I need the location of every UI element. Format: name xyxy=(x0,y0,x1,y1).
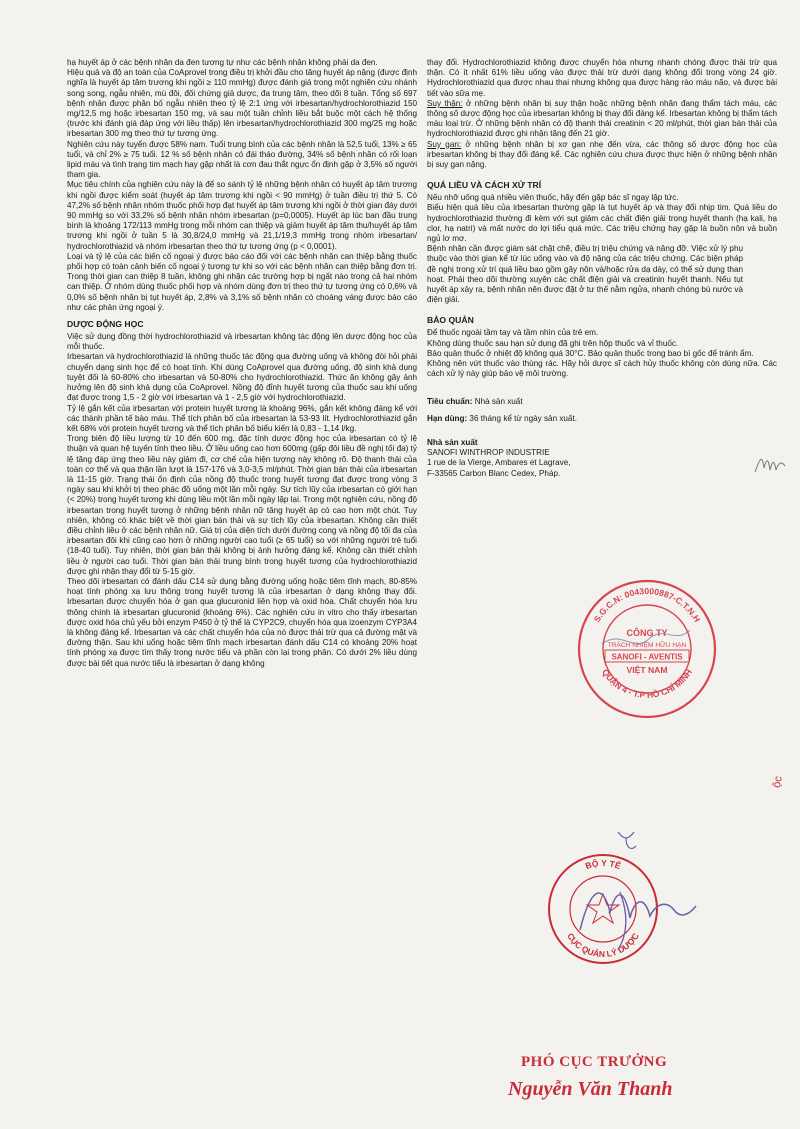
margin-note: ộc xyxy=(770,775,785,789)
paragraph: Không dùng thuốc sau hạn sử dụng đã ghi trên hộp thuốc và vỉ thuốc. xyxy=(427,338,679,348)
left-column xyxy=(67,58,417,669)
seal-line-3: SANOFI - AVENTIS xyxy=(611,652,683,662)
paragraph: thay đổi. Hydrochlorothiazid không được chuyển hóa nhưng nhanh chóng được thải trừ qua thận. Có ít nhất 61% liều uống vào được thải trừ dưới dạng không đổi trong vòng 24 giờ. Hydrochlorothiazid qua được nhau thai nhưng không qua được hàng rào máu não, và được bài tiết vào sữa mẹ. xyxy=(427,58,777,98)
hepatic-impairment-paragraph xyxy=(427,140,777,171)
paragraph: Theo dõi irbesartan có đánh dấu C14 sử dụng bằng đường uống hoặc tiêm tĩnh mạch, 80-85% hoạt tính phóng xạ lưu thông trong huyết tương là của irbesartan ở dạng không thay đổi. Irbesartan được chuyển hóa ở gan qua glucuronid liên hợp và oxid hóa. Chất chuyển hóa lưu thông chính là irbesartan glucuronid (khoảng 6%). Các nghiên cứu in vitro cho thấy irbesartan được oxid hóa chủ yếu bởi enzym P450 ở tỷ thể là CYP2C9, chuyển hóa qua izoenzym CYP3A4 là không đáng kể. Irbesartan và các chất chuyển hóa của nó được thải trừ qua cả đường mật và đường thận. Sau khi uống hoặc tiêm tĩnh mạch irbesartan đánh dấu C14 có khoảng 20% hoạt tính phóng xạ được tìm thấy trong nước tiểu và phần còn lại trong phân. Có dưới 2% liều dùng được bài tiết qua nước tiểu là irbesartan ở dạng không xyxy=(67,576,417,668)
paragraph: Không nên vứt thuốc vào thùng rác. Hãy hỏi dược sĩ cách hủy thuốc không còn dùng nữa. Các cách xử lý này giúp bảo vệ môi trường. xyxy=(427,359,777,379)
paragraph: Biểu hiện quá liều của irbesartan thường gặp là tụt huyết áp và thay đổi nhịp tim. Quá liều do hydrochlorothiazid thường đi kèm với sụt giảm các chất điện giải trong huyết thanh (hạ kali, hạ clor, hạ natri) và mất nước do lợi tiểu quá mức. Các triệu chứng hay gặp là buồn nôn và buồn ngủ lơ mơ. xyxy=(427,203,777,244)
manufacturer-label-text: Nhà sản xuất xyxy=(427,437,478,447)
manufacturer-block xyxy=(427,438,777,479)
signature-title: PHÓ CỤC TRƯỞNG xyxy=(521,1054,668,1070)
manufacturer-line: F-33565 Carbon Blanc Cedex, Pháp. xyxy=(427,468,561,478)
shelf-life-line xyxy=(427,414,777,424)
seal-line-4: VIỆT NAM xyxy=(626,665,668,675)
paragraph: Mục tiêu chính của nghiên cứu này là để so sánh tỷ lệ những bệnh nhân có huyết áp tâm trương khi ngồi được kiểm soát (huyết áp tâm trương khi ngồi < 90 mmHg) ở tuần điều trị thứ 5. Có 47,2% số bệnh nhân nhóm thuốc phối hợp đạt huyết áp tâm trương khi ngồi ở thời gian đáy dưới 90 mmHg so với 33,2% số bệnh nhân nhóm irbesartan (p=0,0005). Huyết áp lúc ban đầu trung bình là khoảng 172/113 mmHg trong mỗi nhóm can thiệp và giảm huyết áp tâm thu/huyết áp tâm trương khi ngồi ở tuần 5 là 30,8/24,0 mmHg và 21,1/19,3 mmHg trong nhóm irbesartan/ hydrochlorothiazid và nhóm irbesartan theo thứ tự tương ứng (p < 0,0001). xyxy=(67,180,417,251)
renal-impairment-paragraph xyxy=(427,99,777,140)
paragraph: hạ huyết áp ở các bệnh nhân da đen tương tự như các bệnh nhân không phải da đen. xyxy=(67,58,378,67)
shelf-life-label: Hạn dùng: xyxy=(427,413,468,423)
paragraph: Việc sử dụng đồng thời hydrochlorothiazid và irbesartan không tác động lên dược động học của mỗi thuốc. xyxy=(67,332,417,352)
ministry-seal-bottom: CỤC QUẢN LÝ DƯỢC xyxy=(565,931,641,960)
manufacturer-line: SANOFI WINTHROP INDUSTRIE xyxy=(427,448,550,458)
paragraph: Tỷ lệ gắn kết của irbesartan với protein huyết tương là khoảng 96%, gắn kết không đáng kể với các thành phần tế bào máu. Thể tích phân bố của irbesartan là 53-93 lít. Hydrochlorothiazid gắn kết 68% với protein huyết tương và thể tích phân bố biểu kiến là 0,83 - 1,14 l/kg. xyxy=(67,403,417,433)
company-seal xyxy=(572,574,722,724)
paragraph: Hiệu quả và độ an toàn của CoAprovel trong điều trị khởi đầu cho tăng huyết áp nặng (được định nghĩa là huyết áp tâm trương khi ngồi ≥ 110 mmHg) được đánh giá trong một nghiên cứu nhánh song song, ngẫu nhiên, mù đôi, đối chứng giả dược, đa trung tâm, theo dõi 8 tuần. Tổng số 697 bệnh nhân được phân bố ngẫu nhiên theo tỷ lệ 2:1 ứng với irbesartan/hydrochlorothiazid 150 mg/12,5 mg hoặc irbesartan 150 mg, và sau một tuần chỉnh liều bắt buộc một cách hệ thống (trước khi đánh giá đáp ứng với liều thấp) lên irbesartan/hydrochlorothiazid 300 mg/25 mg hoặc irbesartan 300 mg theo thứ tự tương ứng. xyxy=(67,68,417,139)
ministry-seal-top: BỘ Y TẾ xyxy=(584,857,623,872)
paragraph: Irbesartan và hydrochlorothiazid là những thuốc tác động qua đường uống và không đòi hỏi phải chuyển dạng sinh học để có hoạt tính. Khi dùng CoAprovel qua đường uống, độ sinh khả dụng tuyệt đối là 60-80% cho irbesartan và 50-80% cho hydrochlorothiazid. Thức ăn không gây ảnh hưởng lên độ sinh khả dụng của CoAprovel. Nồng độ đỉnh huyết tương của thuốc sau khi uống đạt được trong 1,5 - 2 giờ với irbesartan và 1 - 2,5 giờ với hydrochlorothiazid. xyxy=(67,352,417,403)
renal-text: ở những bệnh nhân bị suy thận hoặc những bệnh nhân đang thẩm tách máu, các thông số dược động học của irbesartan không bị thay đổi đáng kể. Irbesartan không bị thẩm tách máu loại trừ. Ở những bệnh nhân có độ thanh thải creatinin < 20 ml/phút, thời gian bán thải của hydrochlorothiazid được ghi nhận tăng đến 21 giờ. xyxy=(427,98,777,139)
hepatic-label: Suy gan: xyxy=(427,139,462,149)
paragraph: Để thuốc ngoài tầm tay và tầm nhìn của trẻ em. xyxy=(427,328,599,338)
standard-line xyxy=(427,397,777,407)
seal-ring-top: S.G.C.N: 0043000887-C.T.N.H xyxy=(591,586,703,624)
storage-heading: BẢO QUẢN xyxy=(427,315,474,326)
paragraph: Bảo quản thuốc ở nhiệt độ không quá 30°C. Bảo quản thuốc trong bao bì gốc để tránh ẩm. xyxy=(427,348,754,358)
manufacturer-label xyxy=(427,438,777,448)
paragraph: Loại và tỷ lệ của các biến cố ngoại ý được báo cáo đối với các bệnh nhân can thiệp bằng thuốc phối hợp có toàn cảnh biến cố ngoại ý tương tự khi so với các bệnh nhân can thiệp bằng đơn trị. Trong thời gian can thiệp 8 tuần, không ghi nhận các trường hợp bị ngất nào trong cả hai nhóm can thiệp. Ở nhóm dùng thuốc phối hợp và nhóm dùng đơn trị theo thứ tự tương ứng có 0,6% và 0,0% số bệnh nhân bị tụt huyết áp, 2,8% và 3,1% số bệnh nhân có choáng váng được báo cáo như các phản ứng ngoại ý. xyxy=(67,251,417,312)
seal-line-2: TRÁCH NHIỆM HỮU HẠN xyxy=(607,642,687,649)
renal-label: Suy thận: xyxy=(427,98,463,108)
paragraph: Nghiên cứu này tuyển được 58% nam. Tuổi trung bình của các bệnh nhân là 52,5 tuổi, 13% ≥ 65 tuổi, và chỉ 2% ≥ 75 tuổi. 12 % số bệnh nhân có đái tháo đường, 34% số bệnh nhân có rối loạn lipid máu và tình trạng tim mạch hay gặp nhất là cơn đau thắt ngực ổn định gặp ở 3,5% số người tham gia. xyxy=(67,139,417,180)
paragraph: Nếu nhỡ uống quá nhiều viên thuốc, hãy đến gặp bác sĩ ngay lập tức. xyxy=(427,193,679,203)
handwritten-signature xyxy=(560,820,710,970)
pharmacokinetics-heading: DƯỢC ĐỘNG HỌC xyxy=(67,319,144,330)
handwritten-initials xyxy=(752,452,788,476)
manufacturer-line: 1 rue de la Vierge, Ambares et Lagrave, xyxy=(427,458,571,468)
standard-value: Nhà sản xuất xyxy=(472,397,523,407)
shelf-life-value: 36 tháng kể từ ngày sản xuất. xyxy=(467,413,577,423)
hepatic-text: ở những bệnh nhân bị xơ gan nhẹ đến vừa, các thông số dược động học của irbesartan không bị thay đổi đáng kể. Các nghiên cứu chưa được thực hiện ở những bệnh nhân bị suy gan nặng. xyxy=(427,139,777,170)
seal-ring-bottom: QUẬN 4 - T.P HỒ CHÍ MINH xyxy=(600,667,694,700)
right-column xyxy=(427,58,777,479)
paragraph: Trong biên độ liều lượng từ 10 đến 600 mg, đặc tính dược động học của irbesartan có tỷ lệ thuận và quan hệ tuyến tính theo liều. Ở liều uống cao hơn 600mg (gấp đôi liều đề nghị tối đa) tỷ lệ tăng đáp ứng theo liều này giảm đi, cơ chế của hiện tượng này không rõ. Độ thanh thải của toàn cơ thể và qua thận lần lượt là 157-176 và 3,0-3,5 ml/phút. Thời gian bán thải của irbesartan là 11-15 giờ. Trạng thái ổn định của nồng độ thuốc trong huyết tương đạt được trong vòng 3 ngày sau khi khởi trị theo phác đồ uống một lần mỗi ngày. Sự tích lũy của irbesartan có giới hạn (< 20%) trong huyết tương khi dùng liều một lần mỗi ngày lặp lại. Trong một nghiên cứu, nồng độ irbesartan trong huyết tương ở những bệnh nhân nữ tăng huyết áp có cao hơn một chút. Tuy nhiên, không có khác biệt về thời gian bán thải và sự tích lũy của irbesartan. Không cần thiết điều chỉnh liều ở các bệnh nhân nữ. Giá trị của diện tích dưới đường cong và nồng độ tối đa của irbesartan đôi khi cũng cao hơn ở những người cao tuổi (≥ 65 tuổi) so với những người trẻ tuổi (18-40 tuổi). Tuy nhiên, thời gian bán thải không bị ảnh hưởng đáng kể. Không cần thiết chỉnh liều ở người cao tuổi. Thời gian bán thải trung bình trong huyết tương của hydrochlorothiazid được ghi nhận thay đổi từ 5-15 giờ. xyxy=(67,434,417,576)
paragraph: Bệnh nhân cần được giám sát chặt chẽ, điều trị triệu chứng và nâng đỡ. Việc xử lý phụ thuộc vào thời gian kể từ lúc uống vào và độ nặng của các triệu chứng. Các biện pháp đề nghị trong xử trí quá liều bao gồm gây nôn và/hoặc rửa dạ dày, có thể sử dụng than hoạt. Phải theo dõi thường xuyên các chất điện giải và creatinin huyết thanh. Nếu tụt huyết áp xảy ra, bệnh nhân nên được đặt ở tư thế nằm ngửa, nhanh chóng bù nước và điện giải. xyxy=(427,244,743,305)
signature-name: Nguyễn Văn Thanh xyxy=(508,1078,673,1100)
overdose-heading: QUÁ LIỀU VÀ CÁCH XỬ TRÍ xyxy=(427,180,542,191)
seal-line-1: CÔNG TY xyxy=(626,628,668,638)
standard-label: Tiêu chuẩn: xyxy=(427,397,473,407)
